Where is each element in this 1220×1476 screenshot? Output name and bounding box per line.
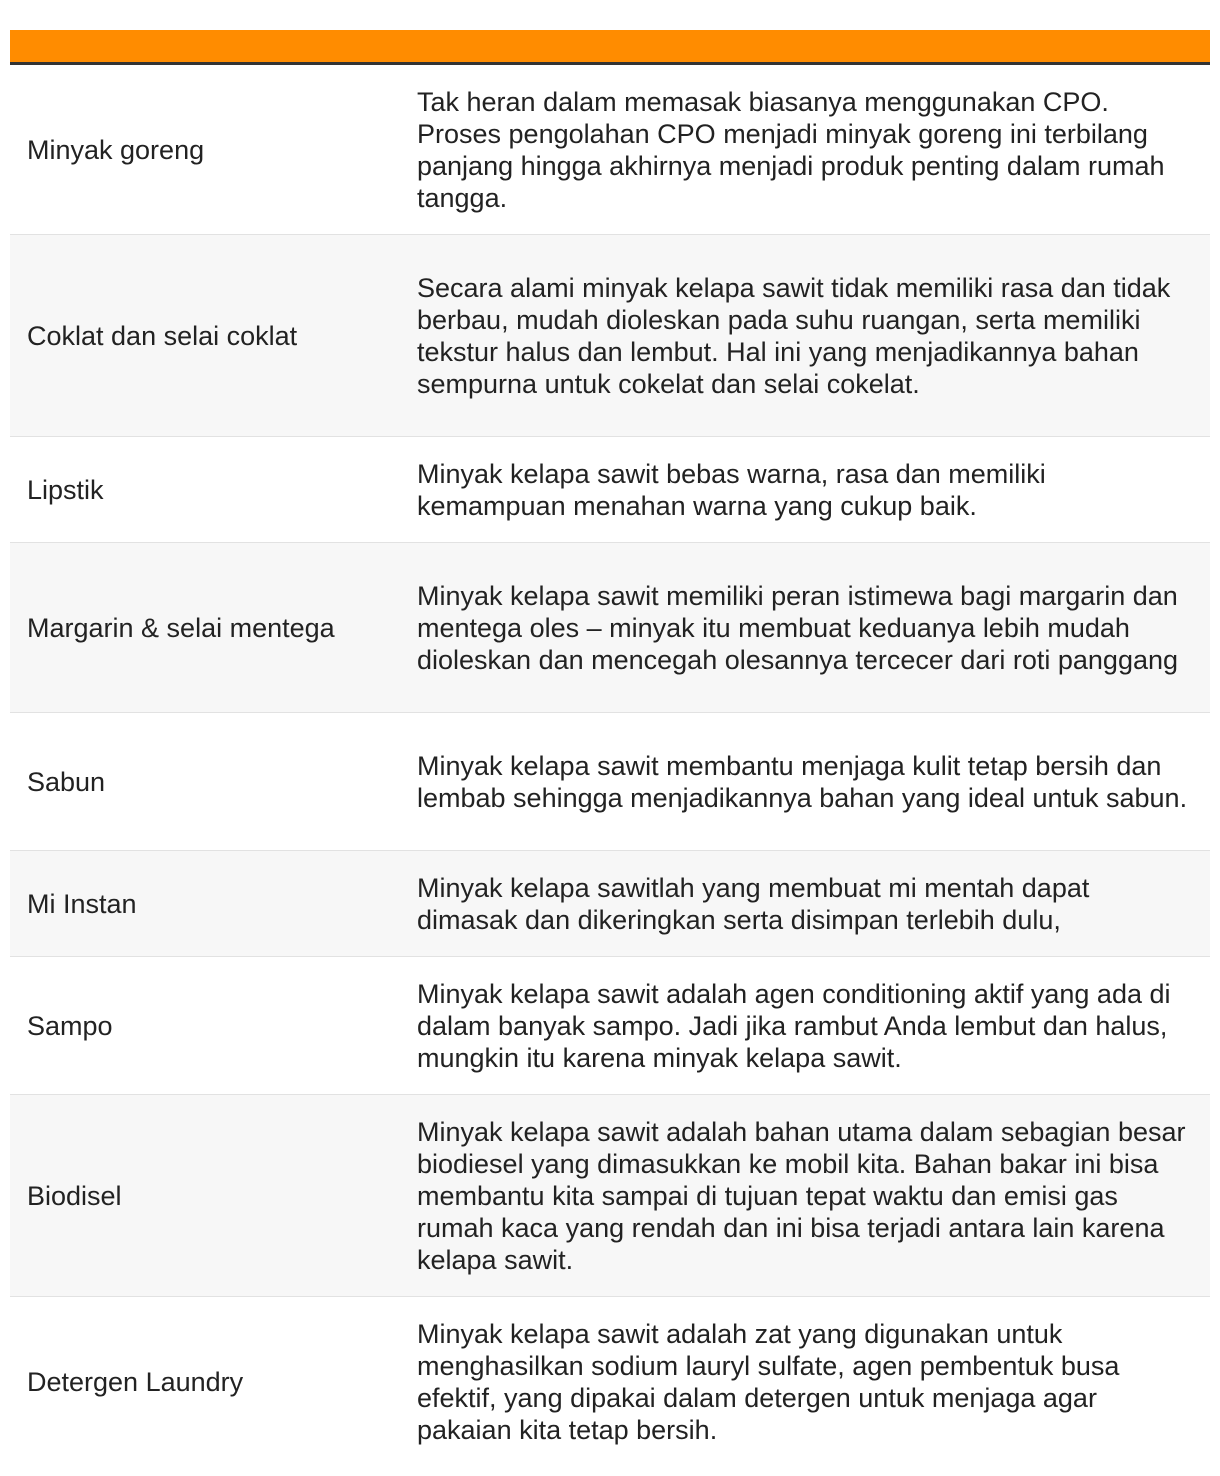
table-row <box>10 235 1210 437</box>
product-name: Detergen Laundry <box>27 1367 244 1397</box>
table-row <box>10 1095 1210 1297</box>
product-description: Minyak kelapa sawit membantu menjaga kulit tetap bersih dan lembab sehingga menjadikannya bahan yang ideal untuk sabun. <box>417 750 1188 813</box>
product-description: Minyak kelapa sawit adalah bahan utama dalam sebagian besar biodiesel yang dimasukkan ke mobil kita. Bahan bakar ini bisa membantu kita sampai di tujuan tepat waktu dan emisi gas rumah kaca yang rendah dan ini bisa terjadi antara lain karena kelapa sawit. <box>417 1116 1186 1275</box>
products-table <box>10 30 1210 1467</box>
product-description: Secara alami minyak kelapa sawit tidak memiliki rasa dan tidak berbau, mudah dioleskan pada suhu ruangan, serta memiliki tekstur halus dan lembut. Hal ini yang menjadikannya bahan sempurna untuk cokelat dan selai cokelat. <box>417 272 1171 399</box>
product-description: Minyak kelapa sawit adalah agen conditioning aktif yang ada di dalam banyak sampo. Jadi jika rambut Anda lembut dan halus, mungkin itu karena minyak kelapa sawit. <box>417 978 1171 1073</box>
product-description: Tak heran dalam memasak biasanya menggunakan CPO. Proses pengolahan CPO menjadi minyak goreng ini terbilang panjang hingga akhirnya menjadi produk penting dalam rumah tangga. <box>417 86 1165 213</box>
product-name: Mi Instan <box>27 888 137 919</box>
table-row <box>10 543 1210 713</box>
table-row <box>10 713 1210 851</box>
product-description: Minyak kelapa sawit bebas warna, rasa dan memiliki kemampuan menahan warna yang cukup baik. <box>417 458 1046 521</box>
table-row <box>10 65 1210 235</box>
table-row <box>10 957 1210 1095</box>
product-name: Biodisel <box>27 1180 122 1211</box>
product-name: Lipstik <box>27 474 104 505</box>
product-name: Minyak goreng <box>27 134 205 165</box>
product-name: Coklat dan selai coklat <box>27 320 298 351</box>
product-description: Minyak kelapa sawit adalah zat yang digunakan untuk menghasilkan sodium lauryl sulfate, agen pembentuk busa efektif, yang dipakai dalam detergen untuk menjaga agar pakaian kita tetap bersih. <box>417 1319 1120 1445</box>
product-description: Minyak kelapa sawit memiliki peran istimewa bagi margarin dan mentega oles – minyak itu membuat keduanya lebih mudah dioleskan dan mencegah olesannya tercecer dari roti panggang <box>417 580 1179 675</box>
table-header <box>10 30 1210 65</box>
table-row <box>10 1297 1210 1467</box>
table-row <box>10 851 1210 957</box>
product-name: Margarin & selai mentega <box>27 612 335 643</box>
product-name: Sabun <box>27 766 106 797</box>
table-row <box>10 437 1210 543</box>
product-name: Sampo <box>27 1010 113 1041</box>
product-description: Minyak kelapa sawitlah yang membuat mi mentah dapat dimasak dan dikeringkan serta disimpan terlebih dulu, <box>417 872 1090 935</box>
